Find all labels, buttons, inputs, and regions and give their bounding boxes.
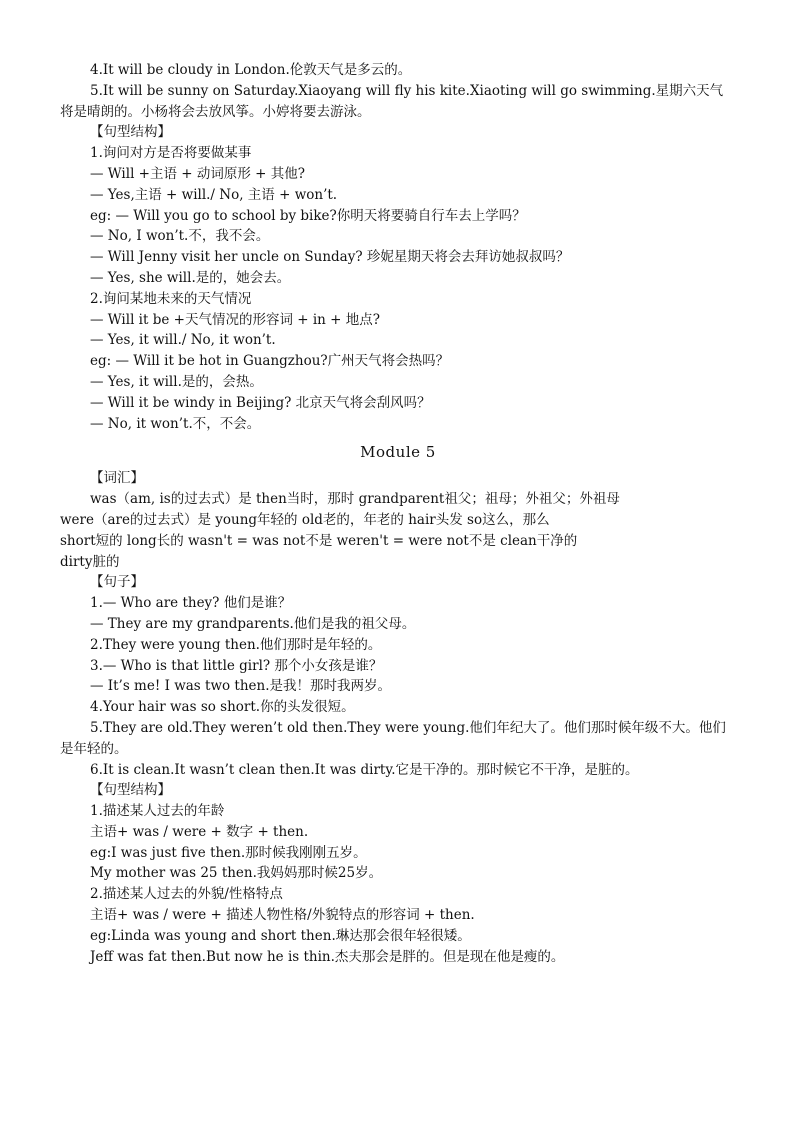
- sentence-line: 4.Your hair was so short.你的头发很短。: [90, 699, 355, 716]
- sentence-line: — It’s me! I was two then.是我！那时我两岁。: [90, 678, 392, 695]
- text-line: — Yes, it will./ No, it won’t.: [90, 332, 276, 349]
- section-header: 【句型结构】: [90, 124, 171, 141]
- subsection-title: 2.询问某地未来的天气情况: [90, 290, 252, 307]
- text-line: My mother was 25 then.我妈妈那时候25岁。: [90, 865, 383, 882]
- vocab-line: dirty脏的: [60, 553, 120, 570]
- vocab-line: were（are的过去式）是 young年轻的 old老的，年老的 hair头发 so这么，那么: [60, 511, 550, 528]
- text-line: — Will it be +天气情况的形容词 + in + 地点?: [90, 311, 380, 328]
- subsection-title: 2.描述某人过去的外貌/性格特点: [90, 886, 283, 903]
- text-line: 主语+ was / were + 描述人物性格/外貌特点的形容词 + then.: [90, 907, 475, 924]
- sentence-line: 3.— Who is that little girl? 那个小女孩是谁？: [90, 657, 383, 674]
- text-line: — Yes, she will.是的，她会去。: [90, 269, 291, 286]
- text-line: eg:I was just five then.那时候我刚刚五岁。: [90, 844, 367, 861]
- text-line: — Will +主语 + 动词原形 + 其他?: [90, 165, 306, 182]
- text-line: 4.It will be cloudy in London.伦敦天气是多云的。: [90, 62, 412, 78]
- text-line: — Yes,主语 + will./ No, 主语 + won’t.: [90, 186, 338, 203]
- vocab-line: short短的 long长的 wasn't = was not不是 weren't = were not不是 clean干净的: [60, 532, 578, 549]
- sentence-line: — They are my grandparents.他们是我的祖父母。: [90, 615, 416, 632]
- sentence-paragraph: 6.It is clean.It wasn’t clean then.It was dirty.它是干净的。那时候它不干净，是脏的。: [90, 761, 639, 778]
- vocab-line: was（am, is的过去式）是 then当时，那时 grandparent祖父；祖母；外祖父；外祖母: [90, 491, 620, 508]
- sentence-paragraph: 5.They are old.They weren’t old then.They were young.他们年纪大了。他们那时候年级不大。他们是年轻的。: [60, 719, 726, 757]
- subsection-title: 1.询问对方是否将要做某事: [90, 145, 252, 162]
- text-line: — Will Jenny visit her uncle on Sunday? 珍妮星期天将会去拜访她叔叔吗？: [90, 249, 570, 266]
- text-line: — No, it won’t.不，不会。: [90, 415, 261, 432]
- module-title: Module 5: [360, 443, 436, 462]
- text-line: eg: — Will it be hot in Guangzhou?广州天气将会热吗？: [90, 353, 450, 370]
- text-line: eg: — Will you go to school by bike?你明天将要骑自行车去上学吗？: [90, 207, 526, 224]
- subsection-title: 1.描述某人过去的年龄: [90, 803, 225, 820]
- text-line: — Will it be windy in Beijing? 北京天气将会刮风吗？: [90, 394, 431, 411]
- text-line: Jeff was fat then.But now he is thin.杰夫那会是胖的。但是现在他是瘦的。: [90, 948, 565, 965]
- section-header: 【词汇】: [90, 470, 144, 487]
- text-paragraph: 5.It will be sunny on Saturday.Xiaoyang will fly his kite.Xiaoting will go swimming.星期六天气将是晴朗的。小杨将会去放风筝。小婷将要去游泳。: [60, 82, 724, 120]
- sentence-line: 2.They were young then.他们那时是年轻的。: [90, 636, 382, 653]
- section-header: 【句型结构】: [90, 782, 171, 799]
- text-line: — No, I won’t.不，我不会。: [90, 228, 270, 245]
- text-line: eg:Linda was young and short then.琳达那会很年轻很矮。: [90, 927, 471, 944]
- text-line: 主语+ was / were + 数字 + then.: [90, 823, 309, 840]
- document-content: [60, 60, 736, 967]
- text-line: — Yes, it will.是的，会热。: [90, 373, 263, 390]
- section-header: 【句子】: [90, 574, 144, 591]
- sentence-line: 1.— Who are they? 他们是谁？: [90, 595, 292, 612]
